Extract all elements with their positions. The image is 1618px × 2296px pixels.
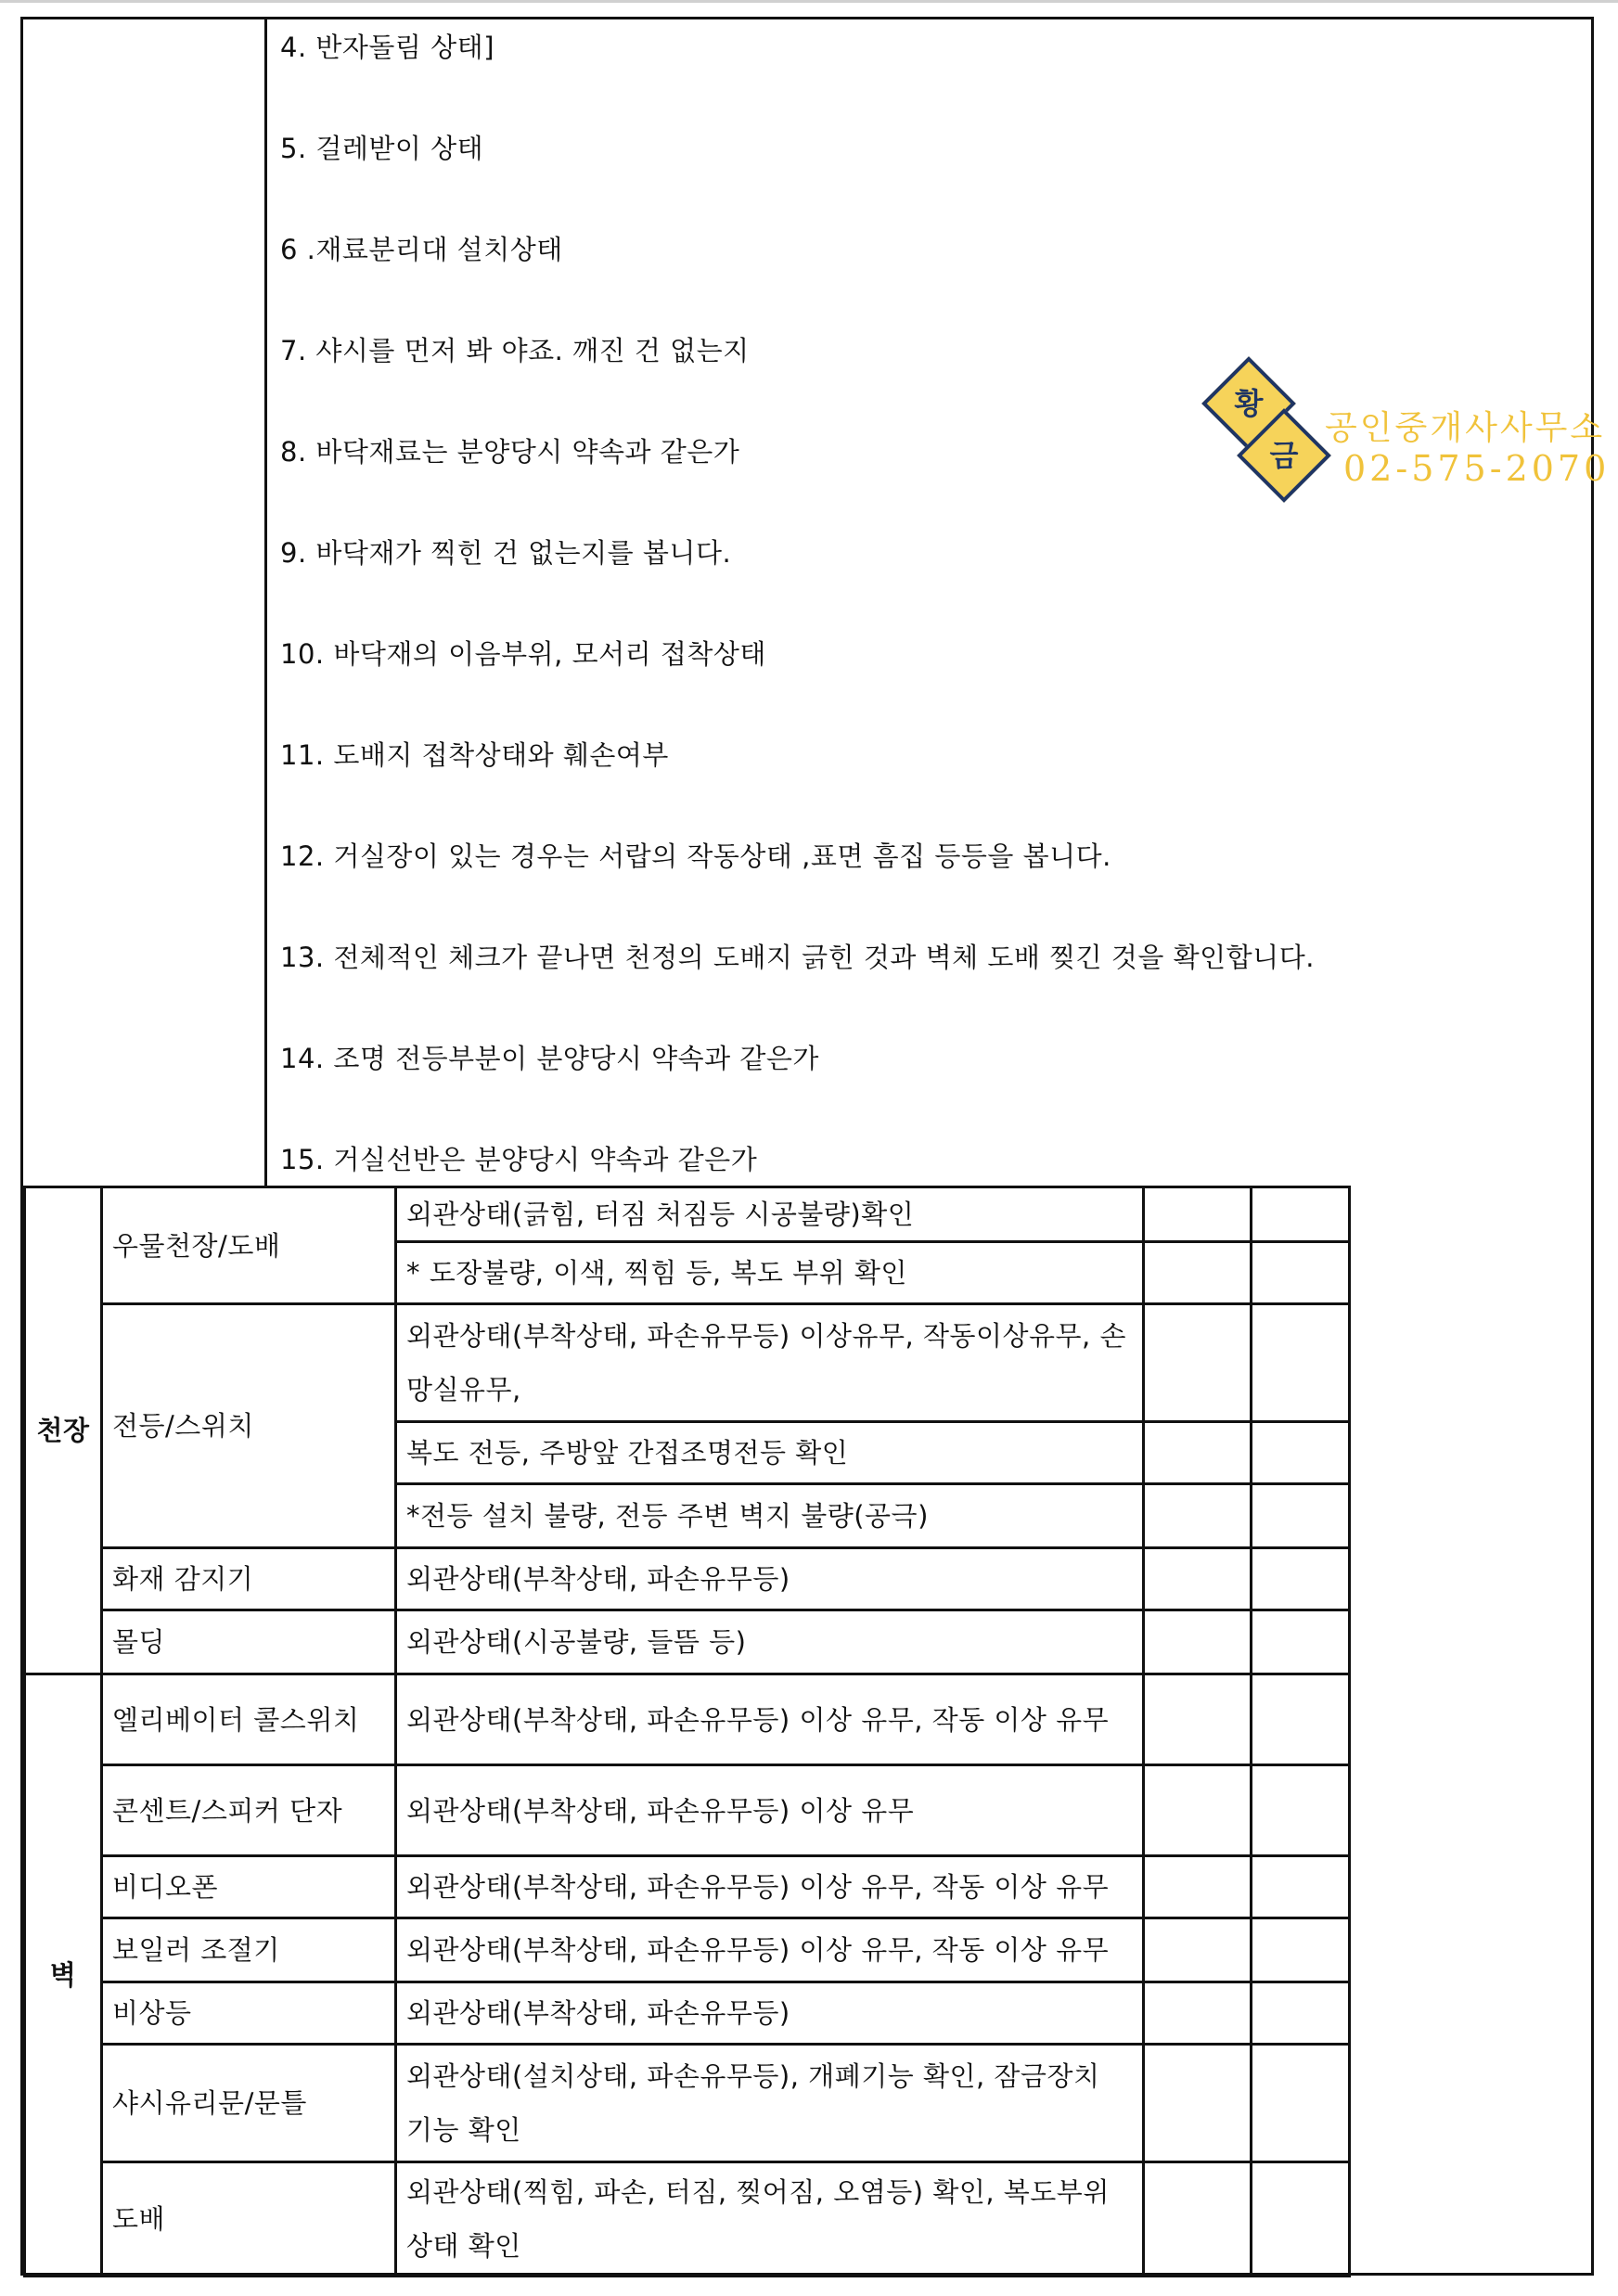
item-name: 화재 감지기 (102, 1548, 396, 1610)
logo-char: 금 (1269, 438, 1299, 473)
check-cell[interactable] (1144, 1187, 1252, 1242)
item-description: 외관상태(부착상태, 파손유무등) (396, 1982, 1144, 2045)
check-cell[interactable] (1252, 1765, 1350, 1856)
table-row (25, 1187, 1593, 1242)
list-item: 11. 도배지 접착상태와 훼손여부 (280, 739, 669, 771)
item-description: 외관상태(부착상태, 파손유무등) 이상 유무, 작동 이상 유무 (396, 1918, 1144, 1982)
item-description: 복도 전등, 주방앞 간접조명전등 확인 (396, 1422, 1144, 1484)
check-cell[interactable] (1144, 1610, 1252, 1674)
check-cell[interactable] (1252, 1982, 1350, 2045)
item-description: 외관상태(부착상태, 파손유무등) 이상 유무 (396, 1765, 1144, 1856)
list-item: 12. 거실장이 있는 경우는 서랍의 작동상태 ,표면 흠집 등등을 봅니다. (280, 840, 1111, 872)
list-item: 9. 바닥재가 찍힌 건 없는지를 봅니다. (280, 537, 732, 569)
check-cell[interactable] (1144, 1674, 1252, 1765)
list-item: 7. 샤시를 먼저 봐 야죠. 깨진 건 없는지 (280, 335, 750, 366)
check-cell[interactable] (1252, 1674, 1350, 1765)
logo-char: 황 (1234, 386, 1264, 421)
check-cell[interactable] (1252, 1242, 1350, 1304)
list-item: 5. 걸레받이 상태 (280, 133, 484, 164)
check-cell[interactable] (1144, 1422, 1252, 1484)
item-description: 외관상태(부착상태, 파손유무등) 이상유무, 작동이상유무, 손망실유무, (396, 1304, 1144, 1422)
item-name: 우물천장/도배 (102, 1187, 396, 1304)
item-name: 엘리베이터 콜스위치 (102, 1674, 396, 1765)
check-cell[interactable] (1252, 1304, 1350, 1422)
check-cell[interactable] (1144, 1548, 1252, 1610)
watermark-phone: 02-575-2070 (1343, 448, 1611, 489)
list-item: 6 .재료분리대 설치상태 (280, 234, 563, 265)
check-cell[interactable] (1252, 2045, 1350, 2162)
check-cell[interactable] (1144, 1856, 1252, 1918)
item-description: * 도장불량, 이색, 찍힘 등, 복도 부위 확인 (396, 1242, 1144, 1304)
realtor-watermark (1195, 363, 1618, 539)
list-item: 14. 조명 전등부분이 분양당시 약속과 같은가 (280, 1043, 819, 1074)
item-description: 외관상태(시공불량, 들뜸 등) (396, 1610, 1144, 1674)
check-cell[interactable] (1252, 1856, 1350, 1918)
list-item: 13. 전체적인 체크가 끝나면 천정의 도배지 긁힌 것과 벽체 도배 찢긴 것을 확인합니다. (280, 942, 1315, 973)
check-cell[interactable] (1144, 1304, 1252, 1422)
item-name: 콘센트/스피커 단자 (102, 1765, 396, 1856)
list-item: 4. 반자돌림 상태] (280, 32, 495, 63)
list-item: 15. 거실선반은 분양당시 약속과 같은가 (280, 1144, 758, 1175)
section-label-wall: 벽 (25, 1674, 102, 2277)
item-description: 외관상태(부착상태, 파손유무등) 이상 유무, 작동 이상 유무 (396, 1674, 1144, 1765)
list-item: 10. 바닥재의 이음부위, 모서리 접착상태 (280, 638, 766, 670)
item-description: 외관상태(찍힘, 파손, 터짐, 찢어짐, 오염등) 확인, 복도부위 상태 확인 (396, 2162, 1144, 2277)
check-cell[interactable] (1252, 1548, 1350, 1610)
item-description: 외관상태(긁힘, 터짐 처짐등 시공불량)확인 (396, 1187, 1144, 1242)
item-description: 외관상태(부착상태, 파손유무등) (396, 1548, 1144, 1610)
left-category-column (23, 19, 267, 1188)
item-name: 샤시유리문/문틀 (102, 2045, 396, 2162)
document-page (20, 17, 1611, 2276)
check-cell[interactable] (1144, 1918, 1252, 1982)
item-name: 비상등 (102, 1982, 396, 2045)
list-item: 8. 바닥재료는 분양당시 약속과 같은가 (280, 436, 740, 468)
item-name: 도배 (102, 2162, 396, 2277)
check-cell[interactable] (1144, 1242, 1252, 1304)
check-cell[interactable] (1252, 1918, 1350, 1982)
check-cell[interactable] (1144, 2162, 1252, 2277)
inspection-table (23, 1186, 1593, 2277)
check-cell[interactable] (1252, 1187, 1350, 1242)
check-cell[interactable] (1252, 2162, 1350, 2277)
top-rule (0, 0, 1618, 3)
item-description: 외관상태(설치상태, 파손유무등), 개폐기능 확인, 잠금장치 기능 확인 (396, 2045, 1144, 2162)
check-cell[interactable] (1144, 1765, 1252, 1856)
check-cell[interactable] (1252, 1484, 1350, 1548)
check-cell[interactable] (1144, 1982, 1252, 2045)
inspection-notes-list (267, 19, 1611, 1188)
item-name: 전등/스위치 (102, 1304, 396, 1548)
watermark-office-name: 공인중개사사무소 (1325, 409, 1606, 447)
item-name: 몰딩 (102, 1610, 396, 1674)
check-cell[interactable] (1144, 2045, 1252, 2162)
item-description: *전등 설치 불량, 전등 주변 벽지 불량(공극) (396, 1484, 1144, 1548)
check-cell[interactable] (1252, 1610, 1350, 1674)
check-cell[interactable] (1252, 1422, 1350, 1484)
item-name: 비디오폰 (102, 1856, 396, 1918)
section-label-ceiling: 천장 (25, 1187, 102, 1674)
check-cell[interactable] (1144, 1484, 1252, 1548)
item-description: 외관상태(부착상태, 파손유무등) 이상 유무, 작동 이상 유무 (396, 1856, 1144, 1918)
item-name: 보일러 조절기 (102, 1918, 396, 1982)
